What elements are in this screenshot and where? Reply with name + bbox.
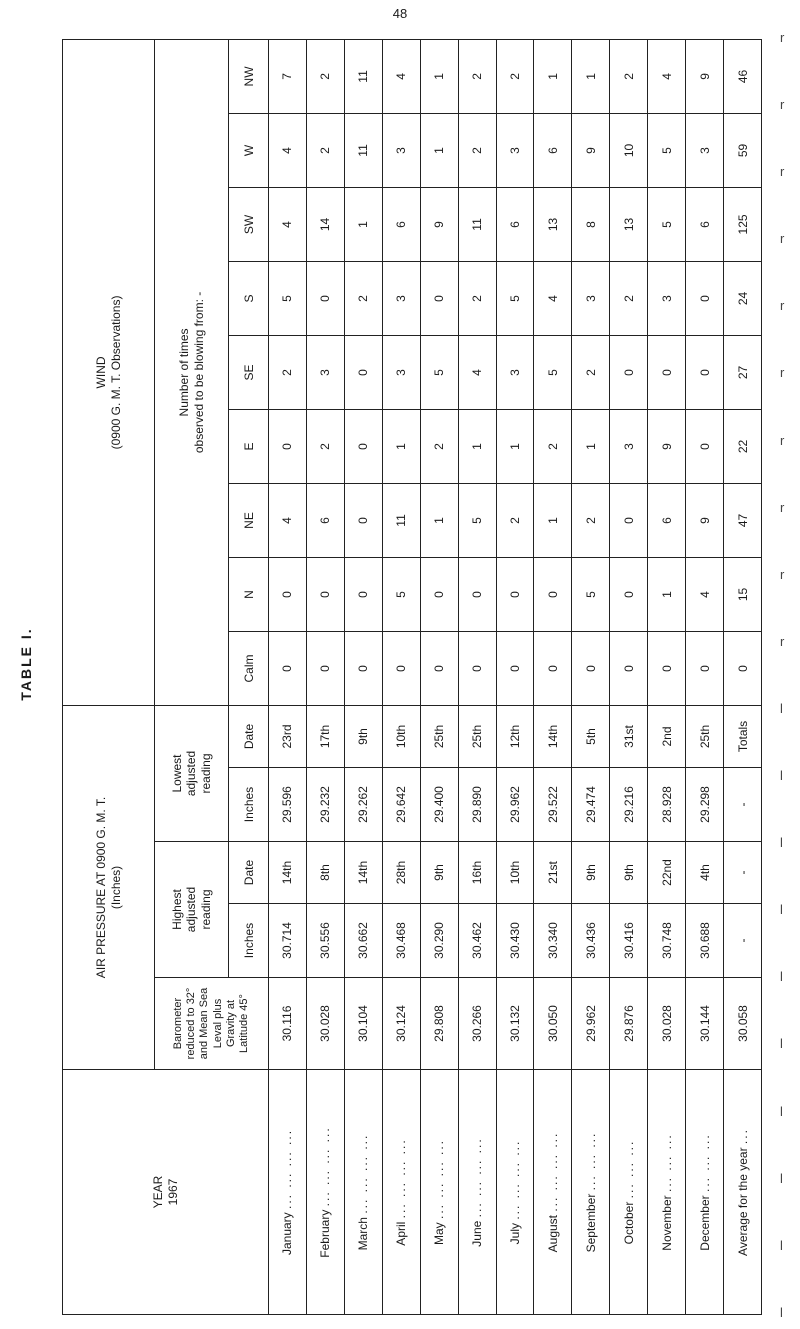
wind-count-cell: 6 (686, 187, 724, 261)
lowest-inches-cell: 29.298 (686, 768, 724, 842)
wind-count-cell: 2 (306, 409, 344, 483)
wind-count-cell: 0 (344, 557, 382, 631)
margin-mark: r (780, 365, 785, 381)
leader-dots: ... ... ... ... (432, 1138, 447, 1219)
wind-count-cell: 5 (496, 261, 534, 335)
highest-inches-cell: - (724, 904, 762, 978)
wind-count-cell: 6 (306, 483, 344, 557)
wind-count-cell: 11 (458, 187, 496, 261)
wind-count-cell: 0 (496, 557, 534, 631)
wind-count-cell: 2 (420, 409, 458, 483)
margin-mark: r (780, 298, 785, 314)
wind-count-cell: 5 (458, 483, 496, 557)
wind-count-cell: 0 (269, 557, 307, 631)
barometer-cell: 29.876 (610, 978, 648, 1070)
margin-mark: r (780, 164, 785, 180)
wind-count-cell: 14 (306, 187, 344, 261)
wind-count-cell: 47 (724, 483, 762, 557)
wind-count-cell: 3 (306, 335, 344, 409)
wind-count-cell: 1 (496, 409, 534, 483)
table-row (382, 39, 420, 1314)
lowest-inches-cell: 29.596 (269, 768, 307, 842)
lowest-inches-cell: 29.474 (572, 768, 610, 842)
barometer-cell: 30.028 (306, 978, 344, 1070)
lowest-date-cell: 17th (306, 705, 344, 767)
highest-inches-cell: 30.556 (306, 904, 344, 978)
wind-count-cell: 1 (344, 187, 382, 261)
table-row (496, 39, 534, 1314)
leader-dots: ... ... ... (697, 1133, 712, 1192)
month-cell (610, 1070, 648, 1315)
wind-count-cell: 0 (382, 631, 420, 705)
leader-dots: ... (735, 1128, 750, 1145)
table-row (724, 39, 762, 1314)
wind-count-cell: 5 (382, 557, 420, 631)
wind-count-cell: 0 (534, 631, 572, 705)
wind-count-cell: 4 (534, 261, 572, 335)
highest-inches-cell: 30.662 (344, 904, 382, 978)
month-cell (458, 1070, 496, 1315)
wind-count-cell: 0 (344, 409, 382, 483)
lowest-inches-cell: 29.522 (534, 768, 572, 842)
wind-count-cell: 5 (572, 557, 610, 631)
highest-inches-cell: 30.340 (534, 904, 572, 978)
wind-count-cell: 5 (648, 113, 686, 187)
right-margin-marks (780, 30, 800, 1320)
highest-header: Highest adjusted reading (155, 842, 229, 978)
highest-date-cell: 28th (382, 842, 420, 904)
wind-count-cell: 2 (496, 39, 534, 113)
month-label: May (432, 1222, 447, 1246)
month-cell (306, 1070, 344, 1315)
wind-count-cell: 0 (420, 631, 458, 705)
lowest-inches-cell: 29.962 (496, 768, 534, 842)
wind-count-cell: 0 (458, 557, 496, 631)
wind-subheader: Number of times observed to be blowing from: - (155, 39, 229, 705)
wind-count-cell: 2 (572, 483, 610, 557)
wind-count-cell: 1 (534, 483, 572, 557)
wind-count-cell: 59 (724, 113, 762, 187)
lowest-date-cell: 10th (382, 705, 420, 767)
highest-date-cell: 14th (269, 842, 307, 904)
wind-count-cell: 46 (724, 39, 762, 113)
wind-count-cell: 0 (344, 483, 382, 557)
month-label: November (659, 1195, 674, 1251)
wind-count-cell: 9 (648, 409, 686, 483)
wind-count-cell: 3 (382, 113, 420, 187)
barometer-cell: 30.104 (344, 978, 382, 1070)
wind-count-cell: 3 (572, 261, 610, 335)
leader-dots: ... ... ... ... (507, 1139, 522, 1220)
barometer-cell: 30.028 (648, 978, 686, 1070)
wind-count-cell: 7 (269, 39, 307, 113)
lowest-date-cell: 5th (572, 705, 610, 767)
wind-sw-header: SW (229, 187, 269, 261)
month-label: February (318, 1209, 333, 1258)
month-label: June (470, 1220, 485, 1247)
margin-mark: l (780, 1237, 783, 1253)
wind-count-cell: 0 (458, 631, 496, 705)
page-number: 48 (392, 6, 408, 21)
wind-w-header: W (229, 113, 269, 187)
table-row (610, 39, 648, 1314)
year-header: YEAR 1967 (63, 1070, 269, 1315)
lowest-inches-cell: - (724, 768, 762, 842)
month-cell (572, 1070, 610, 1315)
month-cell (496, 1070, 534, 1315)
wind-count-cell: 2 (458, 261, 496, 335)
wind-count-cell: 4 (269, 187, 307, 261)
wind-count-cell: 13 (534, 187, 572, 261)
wind-e-header: E (229, 409, 269, 483)
barometer-cell: 30.132 (496, 978, 534, 1070)
wind-count-cell: 5 (420, 335, 458, 409)
margin-mark: l (780, 700, 783, 716)
table-row (344, 39, 382, 1314)
leader-dots: ... ... ... ... (356, 1133, 371, 1214)
wind-count-cell: 13 (610, 187, 648, 261)
table-row (306, 39, 344, 1314)
wind-count-cell: 0 (724, 631, 762, 705)
wind-se-header: SE (229, 335, 269, 409)
leader-dots: ... ... ... ... (545, 1131, 560, 1212)
wind-count-cell: 2 (610, 261, 648, 335)
wind-count-cell: 4 (648, 39, 686, 113)
wind-count-cell: 0 (344, 335, 382, 409)
highest-inches-header: Inches (229, 904, 269, 978)
highest-date-cell: 9th (420, 842, 458, 904)
wind-count-cell: 3 (686, 113, 724, 187)
month-label: September (583, 1193, 598, 1253)
table-row (269, 39, 307, 1314)
wind-count-cell: 3 (382, 335, 420, 409)
month-label: Average for the year (735, 1147, 750, 1256)
wind-count-cell: 11 (344, 113, 382, 187)
wind-count-cell: 2 (610, 39, 648, 113)
table-row (458, 39, 496, 1314)
lowest-date-cell: 31st (610, 705, 648, 767)
wind-count-cell: 3 (496, 113, 534, 187)
table-row (686, 39, 724, 1314)
wind-count-cell: 1 (572, 409, 610, 483)
highest-inches-cell: 30.430 (496, 904, 534, 978)
lowest-date-cell: 23rd (269, 705, 307, 767)
wind-count-cell: 2 (458, 39, 496, 113)
barometer-cell: 30.124 (382, 978, 420, 1070)
weather-table (62, 39, 762, 1315)
wind-count-cell: 0 (269, 409, 307, 483)
wind-count-cell: 2 (306, 39, 344, 113)
margin-mark: r (780, 30, 785, 45)
lowest-date-cell: 2nd (648, 705, 686, 767)
highest-date-cell: 22nd (648, 842, 686, 904)
wind-count-cell: 1 (572, 39, 610, 113)
wind-n-header: N (229, 557, 269, 631)
wind-s-header: S (229, 261, 269, 335)
wind-count-cell: 6 (648, 483, 686, 557)
margin-mark: r (780, 97, 785, 113)
table-row (420, 39, 458, 1314)
leader-dots: ... ... ... ... (318, 1126, 333, 1207)
wind-count-cell: 4 (269, 483, 307, 557)
wind-count-cell: 0 (420, 557, 458, 631)
wind-count-cell: 4 (382, 39, 420, 113)
lowest-inches-cell: 29.232 (306, 768, 344, 842)
wind-count-cell: 1 (420, 483, 458, 557)
month-label: August (545, 1215, 560, 1253)
month-label: April (394, 1221, 409, 1246)
wind-count-cell: 0 (610, 631, 648, 705)
wind-count-cell: 2 (344, 261, 382, 335)
wind-count-cell: 0 (610, 557, 648, 631)
air-pressure-header: AIR PRESSURE AT 0900 G. M. T. (Inches) (63, 705, 155, 1069)
highest-inches-cell: 30.436 (572, 904, 610, 978)
lowest-date-cell: Totals (724, 705, 762, 767)
highest-date-header: Date (229, 842, 269, 904)
wind-count-cell: 10 (610, 113, 648, 187)
highest-inches-cell: 30.416 (610, 904, 648, 978)
highest-inches-cell: 30.714 (269, 904, 307, 978)
table-row (648, 39, 686, 1314)
margin-mark: r (780, 499, 785, 515)
wind-count-cell: 125 (724, 187, 762, 261)
margin-mark: l (780, 902, 783, 918)
wind-count-cell: 2 (306, 113, 344, 187)
margin-mark: r (780, 432, 785, 448)
wind-count-cell: 8 (572, 187, 610, 261)
lowest-inches-cell: 29.890 (458, 768, 496, 842)
highest-date-cell: - (724, 842, 762, 904)
month-cell (648, 1070, 686, 1315)
wind-count-cell: 0 (269, 631, 307, 705)
wind-count-cell: 1 (648, 557, 686, 631)
margin-mark: l (780, 1103, 783, 1119)
highest-date-cell: 4th (686, 842, 724, 904)
margin-mark: l (780, 835, 783, 851)
lowest-inches-cell: 29.216 (610, 768, 648, 842)
wind-count-cell: 3 (382, 261, 420, 335)
highest-date-cell: 9th (610, 842, 648, 904)
highest-date-cell: 14th (344, 842, 382, 904)
leader-dots: ... ... ... (583, 1131, 598, 1191)
wind-count-cell: 0 (686, 335, 724, 409)
lowest-date-cell: 25th (420, 705, 458, 767)
barometer-cell: 29.808 (420, 978, 458, 1070)
wind-count-cell: 2 (534, 409, 572, 483)
lowest-inches-cell: 29.400 (420, 768, 458, 842)
highest-inches-cell: 30.748 (648, 904, 686, 978)
barometer-cell: 30.144 (686, 978, 724, 1070)
wind-count-cell: 9 (572, 113, 610, 187)
margin-mark: r (780, 633, 785, 649)
wind-count-cell: 5 (534, 335, 572, 409)
wind-count-cell: 24 (724, 261, 762, 335)
wind-count-cell: 0 (496, 631, 534, 705)
wind-count-cell: 0 (648, 631, 686, 705)
table-row (534, 39, 572, 1314)
barometer-cell: 30.116 (269, 978, 307, 1070)
month-label: December (697, 1195, 712, 1251)
wind-count-cell: 0 (534, 557, 572, 631)
lowest-date-cell: 25th (458, 705, 496, 767)
month-cell (382, 1070, 420, 1315)
lowest-date-cell: 25th (686, 705, 724, 767)
wind-count-cell: 11 (344, 39, 382, 113)
lowest-date-cell: 9th (344, 705, 382, 767)
wind-count-cell: 1 (382, 409, 420, 483)
margin-mark: l (780, 1170, 783, 1186)
wind-count-cell: 4 (458, 335, 496, 409)
barometer-header: Barometer reduced to 32° and Mean Sea Leval plus Gravity at Latitude 45° (155, 978, 269, 1070)
wind-count-cell: 3 (610, 409, 648, 483)
wind-count-cell: 6 (496, 187, 534, 261)
wind-count-cell: 0 (686, 261, 724, 335)
wind-count-cell: 15 (724, 557, 762, 631)
month-label: March (356, 1217, 371, 1251)
leader-dots: ... ... ... ... (394, 1138, 409, 1219)
wind-count-cell: 0 (686, 409, 724, 483)
highest-date-cell: 9th (572, 842, 610, 904)
wind-count-cell: 22 (724, 409, 762, 483)
highest-date-cell: 16th (458, 842, 496, 904)
wind-count-cell: 0 (420, 261, 458, 335)
wind-count-cell: 0 (686, 631, 724, 705)
margin-mark: l (780, 1036, 783, 1052)
wind-count-cell: 5 (269, 261, 307, 335)
highest-inches-cell: 30.462 (458, 904, 496, 978)
wind-count-cell: 0 (610, 483, 648, 557)
wind-count-cell: 2 (572, 335, 610, 409)
table-row (572, 39, 610, 1314)
lowest-inches-cell: 29.642 (382, 768, 420, 842)
wind-count-cell: 0 (306, 557, 344, 631)
month-cell (686, 1070, 724, 1315)
month-label: July (507, 1223, 522, 1245)
highest-date-cell: 21st (534, 842, 572, 904)
margin-mark: r (780, 231, 785, 247)
highest-inches-cell: 30.290 (420, 904, 458, 978)
lowest-inches-header: Inches (229, 768, 269, 842)
leader-dots: ... ... ... (621, 1139, 636, 1199)
wind-nw-header: NW (229, 39, 269, 113)
lowest-inches-cell: 29.262 (344, 768, 382, 842)
wind-count-cell: 0 (306, 631, 344, 705)
month-label: January (280, 1212, 295, 1256)
month-cell (420, 1070, 458, 1315)
barometer-cell: 30.058 (724, 978, 762, 1070)
wind-count-cell: 5 (648, 187, 686, 261)
wind-count-cell: 2 (269, 335, 307, 409)
lowest-date-cell: 12th (496, 705, 534, 767)
barometer-cell: 30.050 (534, 978, 572, 1070)
wind-count-cell: 9 (420, 187, 458, 261)
wind-count-cell: 4 (269, 113, 307, 187)
wind-count-cell: 9 (686, 483, 724, 557)
month-cell (724, 1070, 762, 1315)
highest-date-cell: 10th (496, 842, 534, 904)
wind-count-cell: 2 (496, 483, 534, 557)
highest-date-cell: 8th (306, 842, 344, 904)
highest-inches-cell: 30.688 (686, 904, 724, 978)
wind-count-cell: 11 (382, 483, 420, 557)
wind-count-cell: 1 (458, 409, 496, 483)
highest-inches-cell: 30.468 (382, 904, 420, 978)
table-body (269, 39, 762, 1314)
month-cell (269, 1070, 307, 1315)
month-cell (344, 1070, 382, 1315)
leader-dots: ... ... ... ... (280, 1128, 295, 1209)
wind-count-cell: 9 (686, 39, 724, 113)
lowest-date-cell: 14th (534, 705, 572, 767)
month-cell (534, 1070, 572, 1315)
wind-count-cell: 2 (458, 113, 496, 187)
leader-dots: ... ... ... ... (470, 1137, 485, 1218)
lowest-date-header: Date (229, 705, 269, 767)
barometer-cell: 30.266 (458, 978, 496, 1070)
wind-count-cell: 1 (420, 39, 458, 113)
wind-count-cell: 0 (344, 631, 382, 705)
wind-count-cell: 3 (648, 261, 686, 335)
wind-count-cell: 0 (572, 631, 610, 705)
lowest-inches-cell: 28.928 (648, 768, 686, 842)
margin-mark: l (780, 1304, 783, 1320)
table-container (62, 40, 762, 1315)
wind-count-cell: 3 (496, 335, 534, 409)
month-label: October (621, 1201, 636, 1245)
wind-header: WIND (0900 G. M. T. Observations) (63, 39, 155, 705)
wind-count-cell: 0 (610, 335, 648, 409)
table-title: TABLE I. (18, 627, 34, 701)
margin-mark: l (780, 969, 783, 985)
leader-dots: ... ... ... (659, 1133, 674, 1192)
wind-count-cell: 1 (420, 113, 458, 187)
wind-calm-header: Calm (229, 631, 269, 705)
wind-count-cell: 0 (648, 335, 686, 409)
wind-count-cell: 1 (534, 39, 572, 113)
wind-count-cell: 6 (382, 187, 420, 261)
wind-count-cell: 0 (306, 261, 344, 335)
barometer-cell: 29.962 (572, 978, 610, 1070)
wind-count-cell: 6 (534, 113, 572, 187)
wind-count-cell: 4 (686, 557, 724, 631)
margin-mark: l (780, 768, 783, 784)
margin-mark: r (780, 566, 785, 582)
wind-count-cell: 27 (724, 335, 762, 409)
lowest-header: Lowest adjusted reading (155, 705, 229, 841)
wind-ne-header: NE (229, 483, 269, 557)
